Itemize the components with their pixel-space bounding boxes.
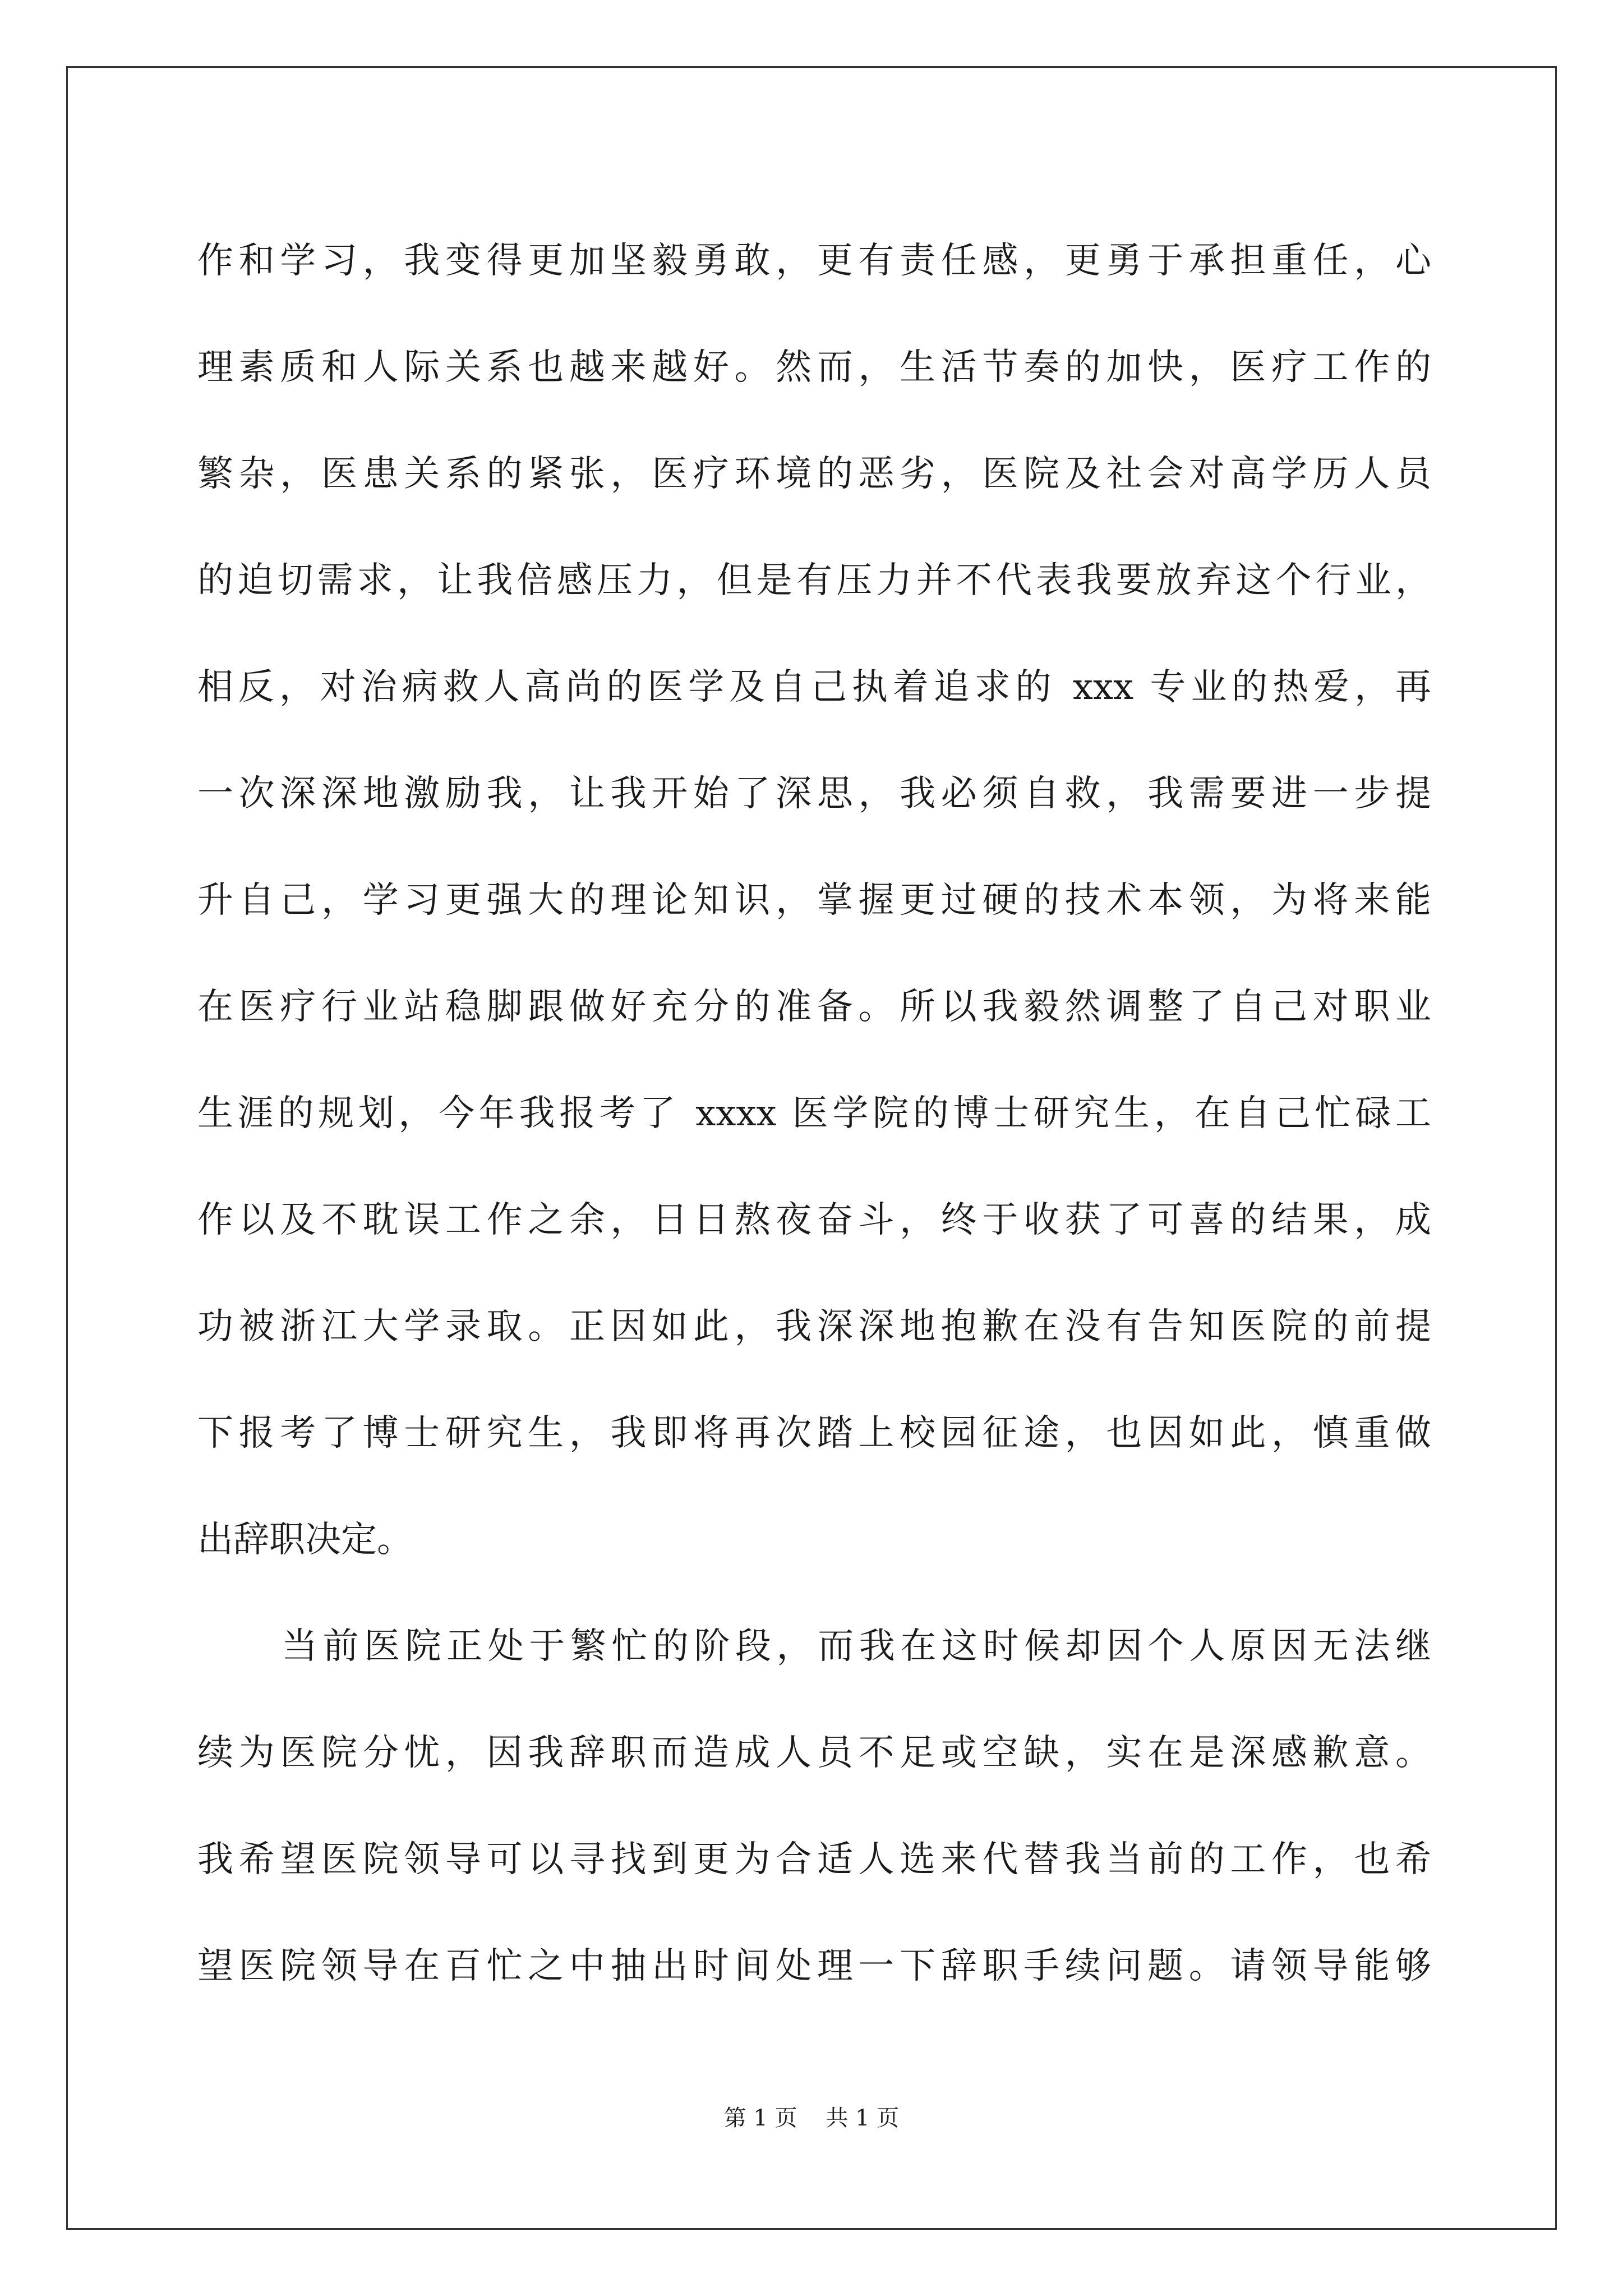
- paragraph-first-line: 当前医院正处于繁忙的阶段，而我在这时候却因个人原因无法继: [282, 1626, 1431, 1667]
- text-line: 出辞职决定。: [197, 1519, 413, 1561]
- text-line: 望医院领导在百忙之中抽出时间处理一下辞职手续问题。请领导能够: [197, 1945, 1431, 1987]
- text-line: 一次深深地激励我，让我开始了深思，我必须自救，我需要进一步提: [197, 773, 1431, 815]
- text-line: 升自己，学习更强大的理论知识，掌握更过硬的技术本领，为将来能: [197, 880, 1431, 921]
- text-line: 理素质和人际关系也越来越好。然而，生活节奏的加快，医疗工作的: [197, 347, 1431, 388]
- text-line: 生涯的规划，今年我报考了 xxxx 医学院的博士研究生，在自己忙碌工: [197, 1093, 1431, 1134]
- text-line: 的迫切需求，让我倍感压力，但是有压力并不代表我要放弃这个行业，: [197, 560, 1431, 601]
- text-line: 作以及不耽误工作之余，日日熬夜奋斗，终于收获了可喜的结果，成: [197, 1199, 1431, 1241]
- text-line: 下报考了博士研究生，我即将再次踏上校园征途，也因如此，慎重做: [197, 1412, 1431, 1454]
- text-line: 功被浙江大学录取。正因如此，我深深地抱歉在没有告知医院的前提: [197, 1306, 1431, 1347]
- text-line: 在医疗行业站稳脚跟做好充分的准备。所以我毅然调整了自己对职业: [197, 986, 1431, 1028]
- text-line: 相反，对治病救人高尚的医学及自己执着追求的 xxx 专业的热爱，再: [197, 666, 1431, 708]
- text-line: 我希望医院领导可以寻找到更为合适人选来代替我当前的工作，也希: [197, 1839, 1431, 1880]
- text-line: 续为医院分忧，因我辞职而造成人员不足或空缺，实在是深感歉意。: [197, 1732, 1431, 1774]
- document-body: [197, 208, 1431, 2019]
- page-number-footer: 第 1 页 共 1 页: [723, 2105, 900, 2131]
- text-line: 作和学习，我变得更加坚毅勇敢，更有责任感，更勇于承担重任，心: [197, 240, 1431, 282]
- text-line: 繁杂，医患关系的紧张，医疗环境的恶劣，医院及社会对高学历人员: [197, 453, 1431, 495]
